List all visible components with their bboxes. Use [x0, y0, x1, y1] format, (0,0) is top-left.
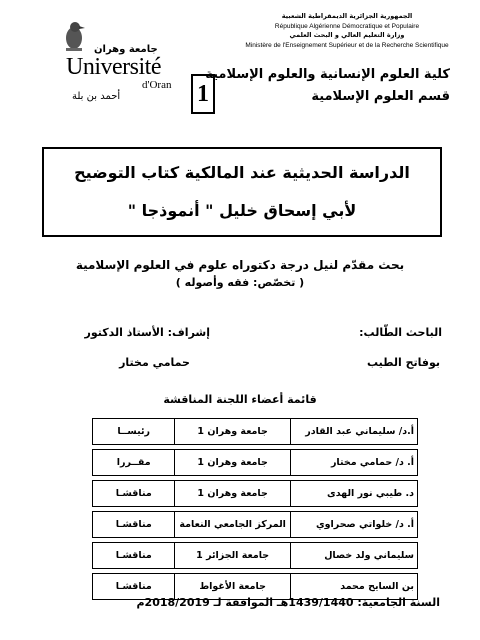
member-name: أ. د/ حمامي مختار — [290, 450, 417, 476]
department-name: قسم العلوم الإسلامية — [311, 89, 450, 104]
table-row — [93, 419, 418, 445]
member-name: أ.د/ سليماني عبد القادر — [290, 419, 417, 445]
bird-emblem-icon — [60, 20, 88, 52]
logo-arabic-university-name: جامعة وهران — [94, 44, 158, 55]
logo-city-text: d'Oran — [142, 79, 172, 91]
thesis-title-line-2: لأبي إسحاق خليل " أنموذجا " — [127, 201, 357, 220]
table-row — [93, 450, 418, 476]
member-role: مناقشـا — [93, 512, 175, 538]
university-logo — [46, 18, 209, 107]
logo-universite-text: Université — [66, 54, 161, 80]
degree-statement: بحث مقدّم لنيل درجة دكتوراه علوم في العلوم الإسلامية — [75, 258, 405, 272]
member-role: مقــررا — [93, 450, 175, 476]
committee-title: قائمة أعضاء اللجنة المناقشة — [163, 393, 317, 406]
student-name: بوفاتح الطيب — [367, 356, 440, 369]
member-institution: جامعة وهران 1 — [175, 419, 290, 445]
member-name: د. طيبي نور الهدى — [290, 481, 417, 507]
member-role: مناقشـا — [93, 574, 175, 600]
gov-line: Ministère de l'Enseignement Supérieur et de la Recherche Scientifique — [245, 41, 449, 49]
member-name: بن السايح محمد — [290, 574, 417, 600]
student-label: الباحث الطّالب: — [359, 326, 442, 339]
member-role: مناقشـا — [93, 481, 175, 507]
member-role: مناقشـا — [93, 543, 175, 569]
table-row — [93, 543, 418, 569]
gov-line: الجمهورية الجزائرية الديمقراطية الشعبية — [281, 12, 413, 20]
member-institution: جامعة وهران 1 — [175, 481, 290, 507]
committee-table — [92, 418, 418, 600]
supervisor-label: إشراف: الأستاذ الدكتور — [84, 326, 210, 339]
faculty-name: كلية العلوم الإنسانية والعلوم الإسلامية — [205, 67, 450, 82]
member-name: أ. د/ خلواتي صحراوي — [290, 512, 417, 538]
faculty-block — [205, 64, 450, 108]
academic-year: السنة الجامعية: 1439/1440هـ الموافقة لـ 2018/2019م — [136, 596, 440, 609]
gov-line: République Algérienne Démocratique et Populaire — [274, 22, 420, 30]
ministry-header — [232, 12, 462, 50]
logo-arabic-subtitle: أحمد بن بلة — [72, 91, 121, 102]
logo-number-box: 1 — [191, 74, 215, 114]
thesis-title-line-1: الدراسة الحديثية عند المالكية كتاب التوضيح — [74, 163, 410, 182]
supervisor-name: حمامي مختار — [119, 356, 190, 369]
table-row — [93, 481, 418, 507]
table-row — [93, 512, 418, 538]
thesis-title-box — [42, 147, 442, 237]
member-name: سليماني ولد خصال — [290, 543, 417, 569]
member-institution: جامعة الأغواط — [175, 574, 290, 600]
member-institution: المركز الجامعي النعامة — [175, 512, 290, 538]
gov-line: وزارة التعليم العالي و البحث العلمي — [289, 31, 405, 39]
specialization: ( تخصّص: فقه وأصوله ) — [175, 276, 305, 289]
member-role: رئيســا — [93, 419, 175, 445]
member-institution: جامعة وهران 1 — [175, 450, 290, 476]
member-institution: جامعة الجزائر 1 — [175, 543, 290, 569]
